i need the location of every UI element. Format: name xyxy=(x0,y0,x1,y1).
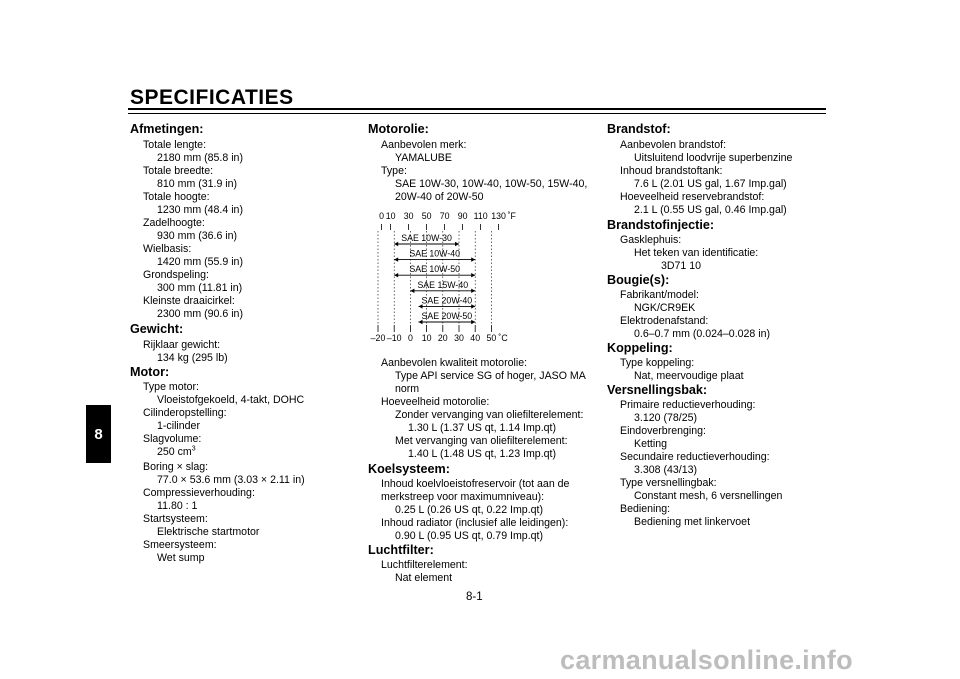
spec-line xyxy=(143,217,205,230)
fahrenheit-axis xyxy=(379,211,516,230)
spec-text: 250 cm xyxy=(157,446,192,458)
spec-text: Compressieverhouding: xyxy=(143,487,255,499)
spec-text: Wet sump xyxy=(157,552,205,564)
spec-line xyxy=(634,490,782,503)
spec-line xyxy=(408,448,556,461)
fahrenheit-tick-label: 70 xyxy=(439,211,450,221)
spec-text: 11.80 : 1 xyxy=(157,500,198,512)
spec-line xyxy=(634,412,697,425)
spec-line xyxy=(157,256,243,269)
spec-line xyxy=(620,139,726,152)
spec-line xyxy=(381,357,527,370)
spec-text: Bediening met linkervoet xyxy=(634,516,751,528)
spec-line xyxy=(620,234,681,247)
spec-line xyxy=(143,487,255,500)
spec-line xyxy=(620,477,717,490)
spec-text: 2.1 L (0.55 US gal, 0.46 Imp.gal) xyxy=(634,204,787,216)
spec-line xyxy=(143,139,206,152)
celsius-axis xyxy=(371,325,509,343)
spec-line xyxy=(143,165,213,178)
celsius-unit: ˚C xyxy=(498,333,508,343)
spec-text: Primaire reductieverhouding: xyxy=(620,399,756,411)
spec-text: Elektrische startmotor xyxy=(157,526,260,538)
spec-text: Versnellingsbak: xyxy=(607,383,708,397)
spec-text: Totale breedte: xyxy=(143,165,214,177)
spec-text: Inhoud koelvloeistofreservoir (tot aan de xyxy=(381,478,570,490)
spec-text: Constant mesh, 6 versnellingen xyxy=(634,490,783,502)
spec-line xyxy=(620,425,706,438)
spec-text: Type API service SG of hoger, JASO MA xyxy=(395,370,586,382)
celsius-tick-label: 40 xyxy=(470,333,481,343)
spec-line xyxy=(157,352,228,365)
spec-text: 0.25 L (0.26 US qt, 0.22 Imp.qt) xyxy=(395,504,544,516)
spec-line xyxy=(381,396,489,409)
spec-text: Smeersysteem: xyxy=(143,539,217,551)
spec-line xyxy=(157,204,243,217)
spec-text: Kleinste draaicirkel: xyxy=(143,295,235,307)
spec-text: 3.308 (43/13) xyxy=(634,464,698,476)
celsius-tick-label: 50 xyxy=(486,333,497,343)
spec-text: Hoeveelheid motorolie: xyxy=(381,396,490,408)
spec-line xyxy=(157,420,200,433)
spec-line xyxy=(395,178,587,191)
celsius-tick-label: –10 xyxy=(386,333,402,343)
spec-line xyxy=(634,370,744,383)
fahrenheit-tick-label: 10 xyxy=(385,211,396,221)
spec-line xyxy=(395,435,568,448)
fahrenheit-tick-label: 130 xyxy=(491,211,506,221)
spec-text: 1.40 L (1.48 US qt, 1.23 Imp.qt) xyxy=(408,448,557,460)
spec-line xyxy=(620,165,722,178)
spec-text: Bediening: xyxy=(620,503,671,515)
section-heading xyxy=(130,322,183,337)
spec-text: norm xyxy=(395,383,420,395)
section-heading xyxy=(607,273,669,288)
spec-text: Zonder vervanging van oliefilterelement: xyxy=(395,409,584,421)
spec-line xyxy=(157,552,205,565)
spec-line xyxy=(143,339,220,352)
spec-line xyxy=(408,422,556,435)
spec-line xyxy=(620,315,708,328)
spec-text: NGK/CR9EK xyxy=(634,302,696,314)
section-heading xyxy=(130,122,203,137)
spec-text: 1-cilinder xyxy=(157,420,200,432)
spec-text: Gewicht: xyxy=(130,322,184,336)
spec-line xyxy=(395,409,583,422)
spec-text: Aanbevolen brandstof: xyxy=(620,139,727,151)
spec-text: Startsysteem: xyxy=(143,513,208,525)
spec-line xyxy=(381,478,569,491)
range-label: SAE 20W-40 xyxy=(421,295,473,306)
spec-text: Koelsysteem: xyxy=(368,462,450,476)
oil-viscosity-chart xyxy=(370,211,535,343)
spec-line xyxy=(381,165,407,178)
spec-text: Brandstofinjectie: xyxy=(607,218,715,232)
spec-text: 300 mm (11.81 in) xyxy=(157,282,243,294)
spec-text: Type versnellingbak: xyxy=(620,477,717,489)
spec-text: 2180 mm (85.8 in) xyxy=(157,152,243,164)
spec-text: Slagvolume: xyxy=(143,433,202,445)
celsius-tick-label: –20 xyxy=(370,333,386,343)
spec-line xyxy=(620,357,694,370)
title-rule xyxy=(128,108,826,114)
spec-line xyxy=(143,243,191,256)
spec-text: 7.6 L (2.01 US gal, 1.67 Imp.gal) xyxy=(634,178,787,190)
spec-line xyxy=(381,517,568,530)
spec-text: 1420 mm (55.9 in) xyxy=(157,256,243,268)
range-arrow-right xyxy=(471,257,475,261)
spec-text: 3.120 (78/25) xyxy=(634,412,698,424)
spec-text: Motorolie: xyxy=(368,122,429,136)
section-heading xyxy=(368,122,429,137)
spec-text: Totale hoogte: xyxy=(143,191,210,203)
spec-text: Uitsluitend loodvrije superbenzine xyxy=(634,152,793,164)
section-heading xyxy=(607,383,707,398)
spec-line xyxy=(143,295,235,308)
range-label: SAE 10W-50 xyxy=(409,264,461,275)
range-label: SAE 10W-40 xyxy=(409,248,461,259)
spec-line xyxy=(634,328,770,341)
chapter-tab[interactable]: 8 xyxy=(86,405,111,463)
spec-line xyxy=(157,282,242,295)
spec-line xyxy=(395,530,543,543)
spec-line xyxy=(143,513,208,526)
spec-line xyxy=(157,500,197,513)
fahrenheit-tick-label: 90 xyxy=(457,211,468,221)
spec-text: YAMALUBE xyxy=(395,152,452,164)
spec-line xyxy=(143,433,201,446)
spec-line xyxy=(157,526,259,539)
celsius-tick-label: 30 xyxy=(454,333,464,343)
spec-line xyxy=(157,394,304,407)
spec-text: Cilinderopstelling: xyxy=(143,407,227,419)
spec-text: Type koppeling: xyxy=(620,357,695,369)
viscosity-ranges xyxy=(394,233,475,324)
range-arrow-left xyxy=(394,273,398,277)
spec-text: Brandstof: xyxy=(607,122,671,136)
spec-text: 77.0 × 53.6 mm (3.03 × 2.11 in) xyxy=(157,474,305,486)
spec-line xyxy=(143,539,217,552)
spec-text: 1230 mm (48.4 in) xyxy=(157,204,243,216)
range-arrow-left xyxy=(394,242,398,246)
spec-line xyxy=(620,191,764,204)
spec-text: 20W-40 of 20W-50 xyxy=(395,191,484,203)
spec-text: merkstreep voor maximumniveau): xyxy=(381,491,545,503)
spec-text: Inhoud brandstoftank: xyxy=(620,165,723,177)
spec-line xyxy=(381,559,468,572)
spec-text: Aanbevolen merk: xyxy=(381,139,467,151)
celsius-tick-label: 0 xyxy=(407,333,413,343)
spec-text: Type: xyxy=(381,165,407,177)
spec-text: Ketting xyxy=(634,438,667,450)
spec-text: Afmetingen: xyxy=(130,122,204,136)
spec-line xyxy=(143,381,199,394)
spec-line xyxy=(634,464,697,477)
spec-line xyxy=(634,438,667,451)
spec-text: Elektrodenafstand: xyxy=(620,315,709,327)
spec-line xyxy=(634,302,695,315)
spec-text: Nat, meervoudige plaat xyxy=(634,370,744,382)
spec-line xyxy=(634,247,758,260)
spec-text: Type motor: xyxy=(143,381,199,393)
spec-line xyxy=(395,504,543,517)
spec-line xyxy=(381,139,466,152)
spec-text: Secundaire reductieverhouding: xyxy=(620,451,770,463)
section-heading xyxy=(607,341,673,356)
spec-text: 810 mm (31.9 in) xyxy=(157,178,238,190)
spec-line xyxy=(661,260,701,273)
spec-line xyxy=(157,446,196,459)
spec-line xyxy=(157,152,243,165)
spec-text: Bougie(s): xyxy=(607,273,670,287)
spec-text: Fabrikant/model: xyxy=(620,289,699,301)
spec-line xyxy=(620,503,670,516)
spec-text: Gasklephuis: xyxy=(620,234,682,246)
spec-text: Nat element xyxy=(395,572,453,584)
range-arrow-right xyxy=(455,242,459,246)
fahrenheit-tick-label: 30 xyxy=(403,211,414,221)
spec-text: 2300 mm (90.6 in) xyxy=(157,308,243,320)
spec-text: Motor: xyxy=(130,365,170,379)
spec-line xyxy=(634,516,750,529)
spec-text: 134 kg (295 lb) xyxy=(157,352,228,364)
spec-text: Zadelhoogte: xyxy=(143,217,205,229)
section-heading xyxy=(130,365,169,380)
spec-line xyxy=(157,178,237,191)
spec-line xyxy=(395,152,452,165)
spec-text: 1.30 L (1.37 US qt, 1.14 Imp.qt) xyxy=(408,422,557,434)
spec-line xyxy=(634,152,792,165)
spec-text: Inhoud radiator (inclusief alle leidingen): xyxy=(381,517,569,529)
spec-text: 0.90 L (0.95 US qt, 0.79 Imp.qt) xyxy=(395,530,544,542)
spec-line xyxy=(157,308,243,321)
spec-line xyxy=(143,269,209,282)
spec-text: 0.6–0.7 mm (0.024–0.028 in) xyxy=(634,328,771,340)
range-arrow-left xyxy=(394,257,398,261)
section-heading xyxy=(368,462,450,477)
spec-text: Eindoverbrenging: xyxy=(620,425,706,437)
spec-text: Luchtfilter: xyxy=(368,543,434,557)
page-title: SPECIFICATIES xyxy=(130,86,294,109)
spec-line xyxy=(620,399,755,412)
range-label: SAE 10W-30 xyxy=(401,233,452,243)
celsius-tick-label: 10 xyxy=(421,333,432,343)
section-heading xyxy=(368,543,434,558)
spec-text: Luchtfilterelement: xyxy=(381,559,468,571)
spec-text: Hoeveelheid reservebrandstof: xyxy=(620,191,765,203)
spec-text: SAE 10W-30, 10W-40, 10W-50, 15W-40, xyxy=(395,178,588,190)
spec-line xyxy=(620,451,770,464)
section-heading xyxy=(607,122,671,137)
superscript: 3 xyxy=(191,445,196,453)
section-heading xyxy=(607,218,714,233)
spec-line xyxy=(634,178,787,191)
spec-text: 3D71 10 xyxy=(661,260,702,272)
range-arrow-right xyxy=(471,273,475,277)
spec-text: Vloeistofgekoeld, 4-takt, DOHC xyxy=(157,394,305,406)
fahrenheit-tick-label: 110 xyxy=(473,211,488,221)
fahrenheit-tick-label: 50 xyxy=(421,211,432,221)
spec-text: Grondspeling: xyxy=(143,269,209,281)
spec-line xyxy=(634,204,787,217)
spec-text: Aanbevolen kwaliteit motorolie: xyxy=(381,357,528,369)
watermark: carmanualsonline.info xyxy=(560,645,853,675)
fahrenheit-tick-label: 0 xyxy=(379,211,385,221)
spec-text: Het teken van identificatie: xyxy=(634,247,759,259)
spec-line xyxy=(395,383,419,396)
spec-line xyxy=(395,191,484,204)
range-arrow-right xyxy=(471,289,475,293)
spec-line xyxy=(157,474,305,487)
spec-text: Rijklaar gewicht: xyxy=(143,339,221,351)
fahrenheit-unit: ˚F xyxy=(507,211,516,221)
spec-text: 930 mm (36.6 in) xyxy=(157,230,238,242)
spec-line xyxy=(395,572,452,585)
spec-line xyxy=(143,461,208,474)
spec-line xyxy=(143,191,210,204)
spec-text: Boring × slag: xyxy=(143,461,209,473)
spec-line xyxy=(143,407,227,420)
range-arrow-left xyxy=(410,289,414,293)
spec-line xyxy=(157,230,237,243)
page-number: 8-1 xyxy=(466,591,483,603)
spec-text: Wielbasis: xyxy=(143,243,192,255)
spec-text: Koppeling: xyxy=(607,341,673,355)
spec-line xyxy=(395,370,586,383)
range-label: SAE 20W-50 xyxy=(421,311,473,321)
celsius-tick-label: 20 xyxy=(437,333,448,343)
range-label: SAE 15W-40 xyxy=(417,279,469,290)
spec-line xyxy=(620,289,699,302)
spec-text: Met vervanging van oliefilterelement: xyxy=(395,435,568,447)
spec-text: Totale lengte: xyxy=(143,139,207,151)
spec-line xyxy=(381,491,544,504)
